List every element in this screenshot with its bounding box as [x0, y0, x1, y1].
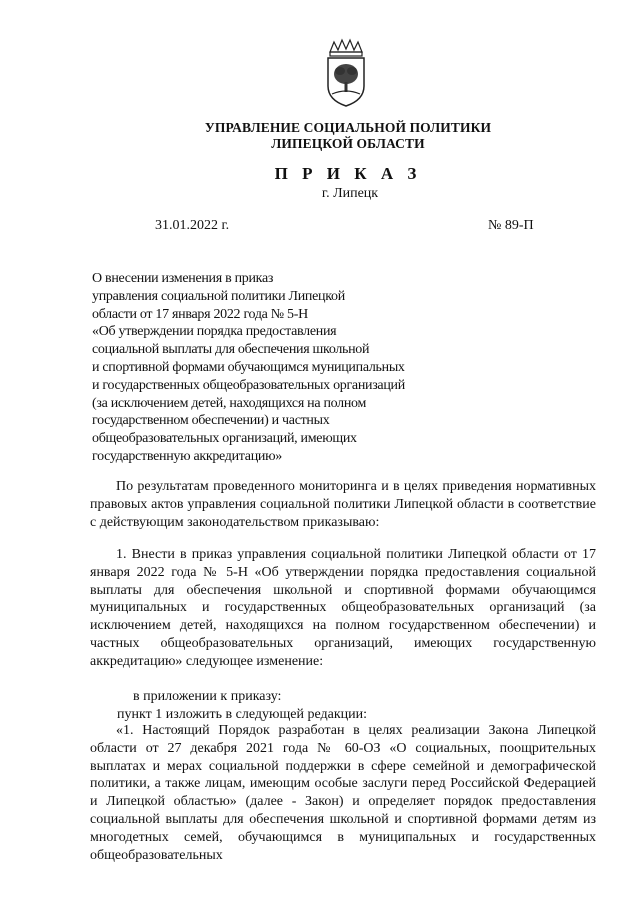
document-subject [92, 270, 492, 466]
subject-line: социальной выплаты для обеспечения школьной [92, 342, 370, 358]
org-name-line2: ЛИПЕЦКОЙ ОБЛАСТИ [271, 136, 425, 151]
subject-line: «Об утверждении порядка предоставления [92, 324, 337, 340]
document-date: 31.01.2022 г. [155, 218, 230, 233]
document-number: № 89-П [488, 218, 534, 233]
point-line: пункт 1 изложить в следующей редакции: [117, 707, 367, 722]
subject-line: государственном обеспечении) и частных [92, 413, 330, 429]
subject-line: управления социальной политики Липецкой [92, 288, 345, 304]
preamble-paragraph: По результатам проведенного мониторинга и в целях приведения нормативных правовых актов управления социальной политики Липецкой области в соответствие с действующим законодательством приказываю: [90, 479, 596, 530]
city-label: г. Липецк [321, 186, 379, 201]
subject-line: и государственных общеобразовательных организаций [92, 377, 405, 393]
subject-line: государственную аккредитацию» [92, 448, 282, 464]
subject-line: О внесении изменения в приказ [92, 271, 274, 286]
subject-line: и спортивной формами обучающимся муниципальных [92, 359, 405, 375]
item-1-paragraph: 1. Внести в приказ управления социальной политики Липецкой области от 17 января 2022 года № 5-Н «Об утверждении порядка предоставления социальной выплаты для обеспечения школьной и спортивной формами обучающимся муниципальных и государственных общеобразовательных организаций (за исключением детей, находящихся на полном государственном обеспечении) и частных общеобразовательных организаций, имеющих государственную аккредитацию» следующее изменение: [90, 547, 596, 669]
quoted-paragraph: «1. Настоящий Порядок разработан в целях реализации Закона Липецкой области от 27 декабря 2021 года № 60-ОЗ «О социальных, поощрительных выплатах и мерах социальной поддержки в сфере семейной и демографической политики, а также лицам, имеющим особые заслуги перед Российской Федерацией и Липецкой областью» (далее - Закон) и определяет порядок предоставления социальной выплаты для обеспечения школьной и спортивной формами детям из многодетных семей, обучающимся в муниципальных и государственных общеобразовательных [90, 723, 596, 863]
appendix-line: в приложении к приказу: [133, 689, 282, 704]
subject-line: области от 17 января 2022 года № 5-Н [92, 306, 308, 322]
subject-line: общеобразовательных организаций, имеющих [92, 431, 357, 447]
subject-line: (за исключением детей, находящихся на полном [92, 395, 367, 411]
org-name-line1: УПРАВЛЕНИЕ СОЦИАЛЬНОЙ ПОЛИТИКИ [204, 120, 492, 135]
document-type-title: П Р И К А З [274, 164, 422, 183]
coat-of-arms-icon [322, 38, 370, 108]
